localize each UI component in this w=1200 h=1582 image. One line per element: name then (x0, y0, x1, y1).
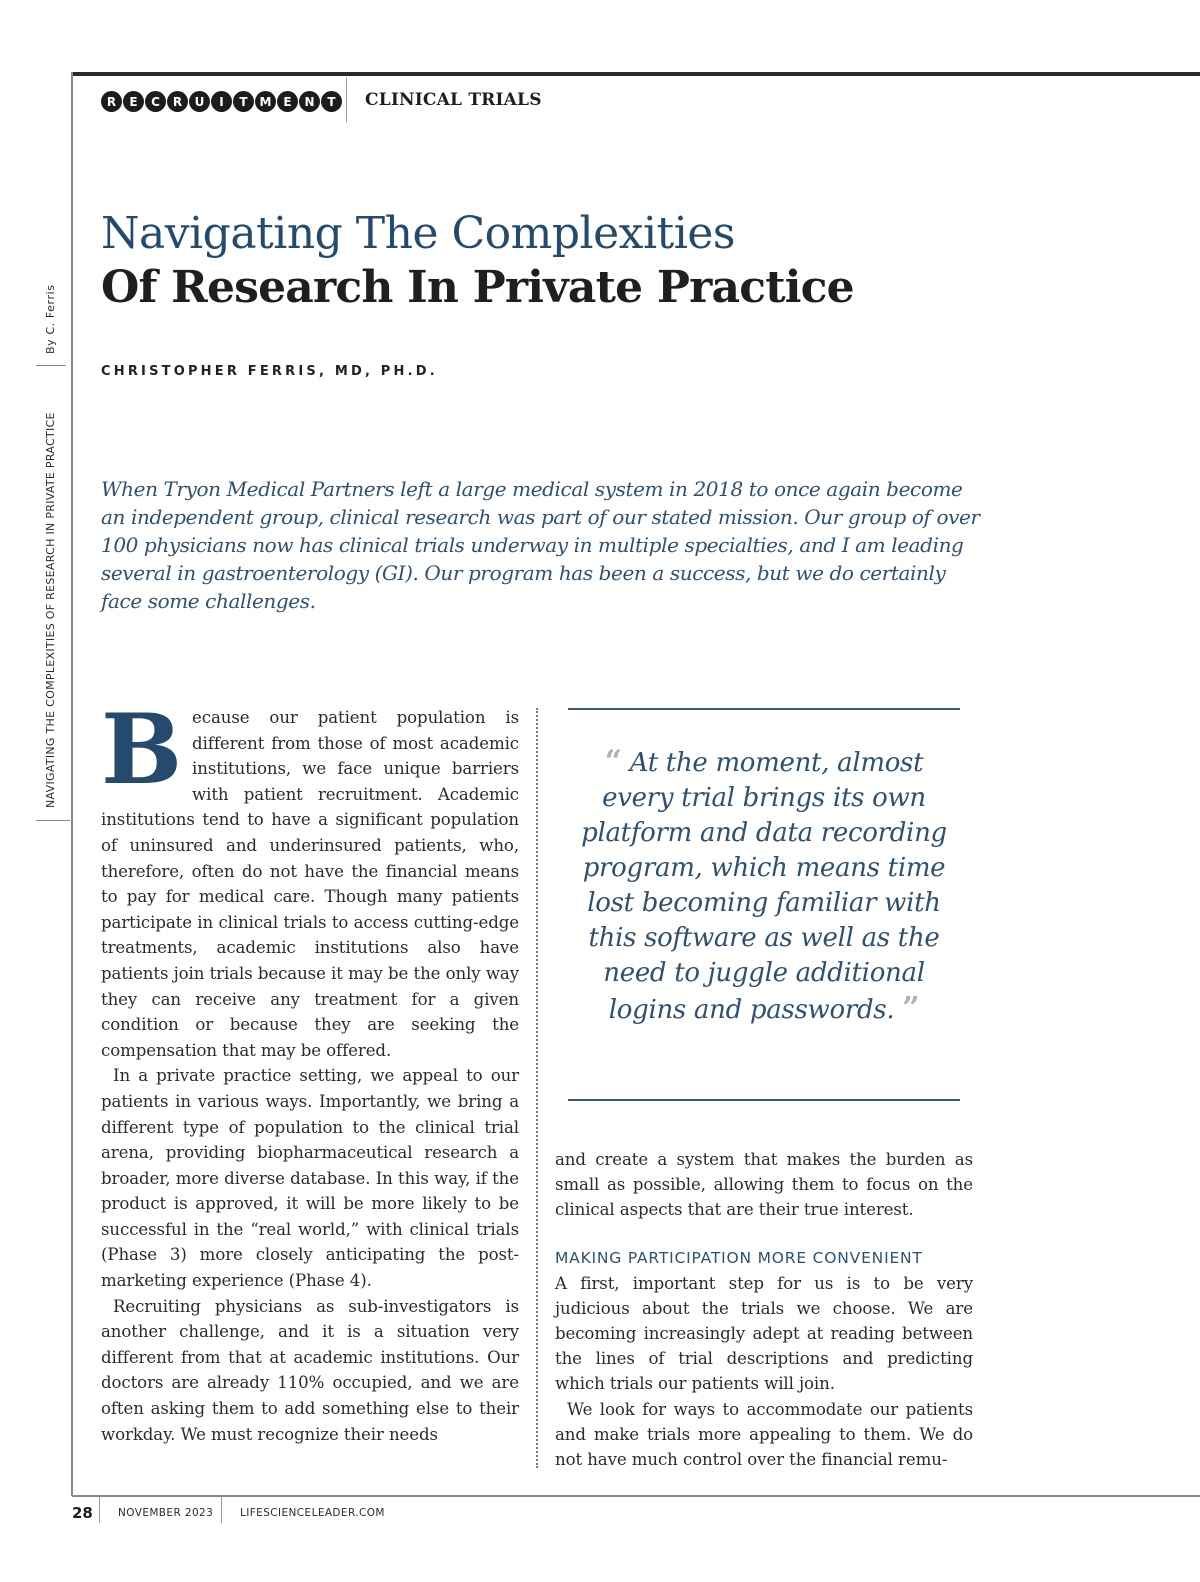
site-url: LIFESCIENCELEADER.COM (240, 1507, 385, 1519)
footer-rule (72, 1495, 1200, 1497)
section-tag-letter: I (211, 91, 232, 112)
pullquote (568, 744, 960, 1028)
paragraph: and create a system that makes the burden as small as possible, allowing them to focus on the clinical aspects that are their true interest. (555, 1150, 973, 1220)
section-tag-letter: R (101, 91, 122, 112)
section-tag-letter: M (255, 91, 276, 112)
section-tag-letter: N (299, 91, 320, 112)
header-divider (346, 78, 347, 122)
close-quote-icon: ” (902, 991, 920, 1026)
category-label: CLINICAL TRIALS (365, 90, 542, 110)
left-margin-rule (71, 72, 73, 1496)
paragraph (101, 693, 519, 1063)
pullquote-rule-bottom (568, 1099, 960, 1101)
side-divider (36, 820, 70, 821)
paragraph: Recruiting physicians as sub-investigators is another challenge, and it is a situation very different from that at academic institutions. Our doctors are already 110% occupied, and we are often asking them to add something else to their workday. We must recognize their needs (101, 1296, 519, 1444)
right-column (555, 1147, 973, 1472)
paragraph: We look for ways to accommodate our patients and make trials more appealing to them. We do not have much control over the financial remu- (555, 1399, 973, 1470)
section-tag-letter: E (123, 91, 144, 112)
section-tag (101, 91, 342, 112)
left-column (101, 693, 519, 1447)
side-byline: By C. Ferris (44, 284, 57, 354)
footer-divider (99, 1497, 100, 1523)
page-number: 28 (72, 1504, 93, 1522)
section-tag-letter: R (167, 91, 188, 112)
pullquote-text: At the moment, almost every trial brings its own platform and data recording program, which means time lost becoming familiar with this software as well as the need to juggle additional logins and passwords. (581, 748, 947, 1025)
section-tag-letter: T (321, 91, 342, 112)
open-quote-icon: “ (604, 744, 622, 779)
section-tag-letter: C (145, 91, 166, 112)
footer-divider (221, 1497, 222, 1523)
paragraph-text: ecause our patient population is different from those of most academic institutions, we face unique barriers with patient recruitment. Academic institutions tend to have a significant population of uninsured and underinsured patients, who, therefore, often do not have the financial means to pay for medical care. Though many patients participate in clinical trials to access cutting-edge treatments, academic institutions also have patients join trials because it may be the only way they can receive any treatment for a given condition or because they are seeking the compensation that may be offered. (101, 708, 519, 1060)
section-tag-letter: U (189, 91, 210, 112)
headline-line-1: Navigating The Complexities (101, 208, 735, 259)
section-tag-letter: T (233, 91, 254, 112)
drop-cap: B (101, 693, 183, 806)
pullquote-rule-top (568, 708, 960, 710)
paragraph: A first, important step for us is to be very judicious about the trials we choose. We are becoming increasingly adept at reading between the lines of trial descriptions and predicting which trials our patients will join. (555, 1273, 973, 1394)
headline-line-2: Of Research In Private Practice (101, 262, 854, 313)
article-deck: When Tryon Medical Partners left a large medical system in 2018 to once again become an independent group, clinical research was part of our stated mission. Our group of over 100 physicians now has clinical trials underway in multiple specialties, and I am leading several in gastroenterology (GI). Our program has been a success, but we do certainly face some challenges. (101, 477, 980, 613)
paragraph: In a private practice setting, we appeal to our patients in various ways. Importantly, we bring a different type of population to the clinical trial arena, providing biopharmaceutical research a broader, more diverse database. In this way, if the product is approved, it will be more likely to be successful in the “real world,” with clinical trials (Phase 3) more closely anticipating the post-marketing experience (Phase 4). (101, 1066, 519, 1291)
side-running-title: NAVIGATING THE COMPLEXITIES OF RESEARCH IN PRIVATE PRACTICE (44, 412, 57, 808)
column-divider (536, 708, 538, 1468)
author-byline: CHRISTOPHER FERRIS, MD, PH.D. (101, 364, 438, 379)
top-rule (72, 72, 1200, 76)
section-tag-letter: E (277, 91, 298, 112)
section-subhead: MAKING PARTICIPATION MORE CONVENIENT (555, 1248, 923, 1267)
side-divider (36, 365, 66, 366)
issue-date: NOVEMBER 2023 (118, 1507, 214, 1519)
